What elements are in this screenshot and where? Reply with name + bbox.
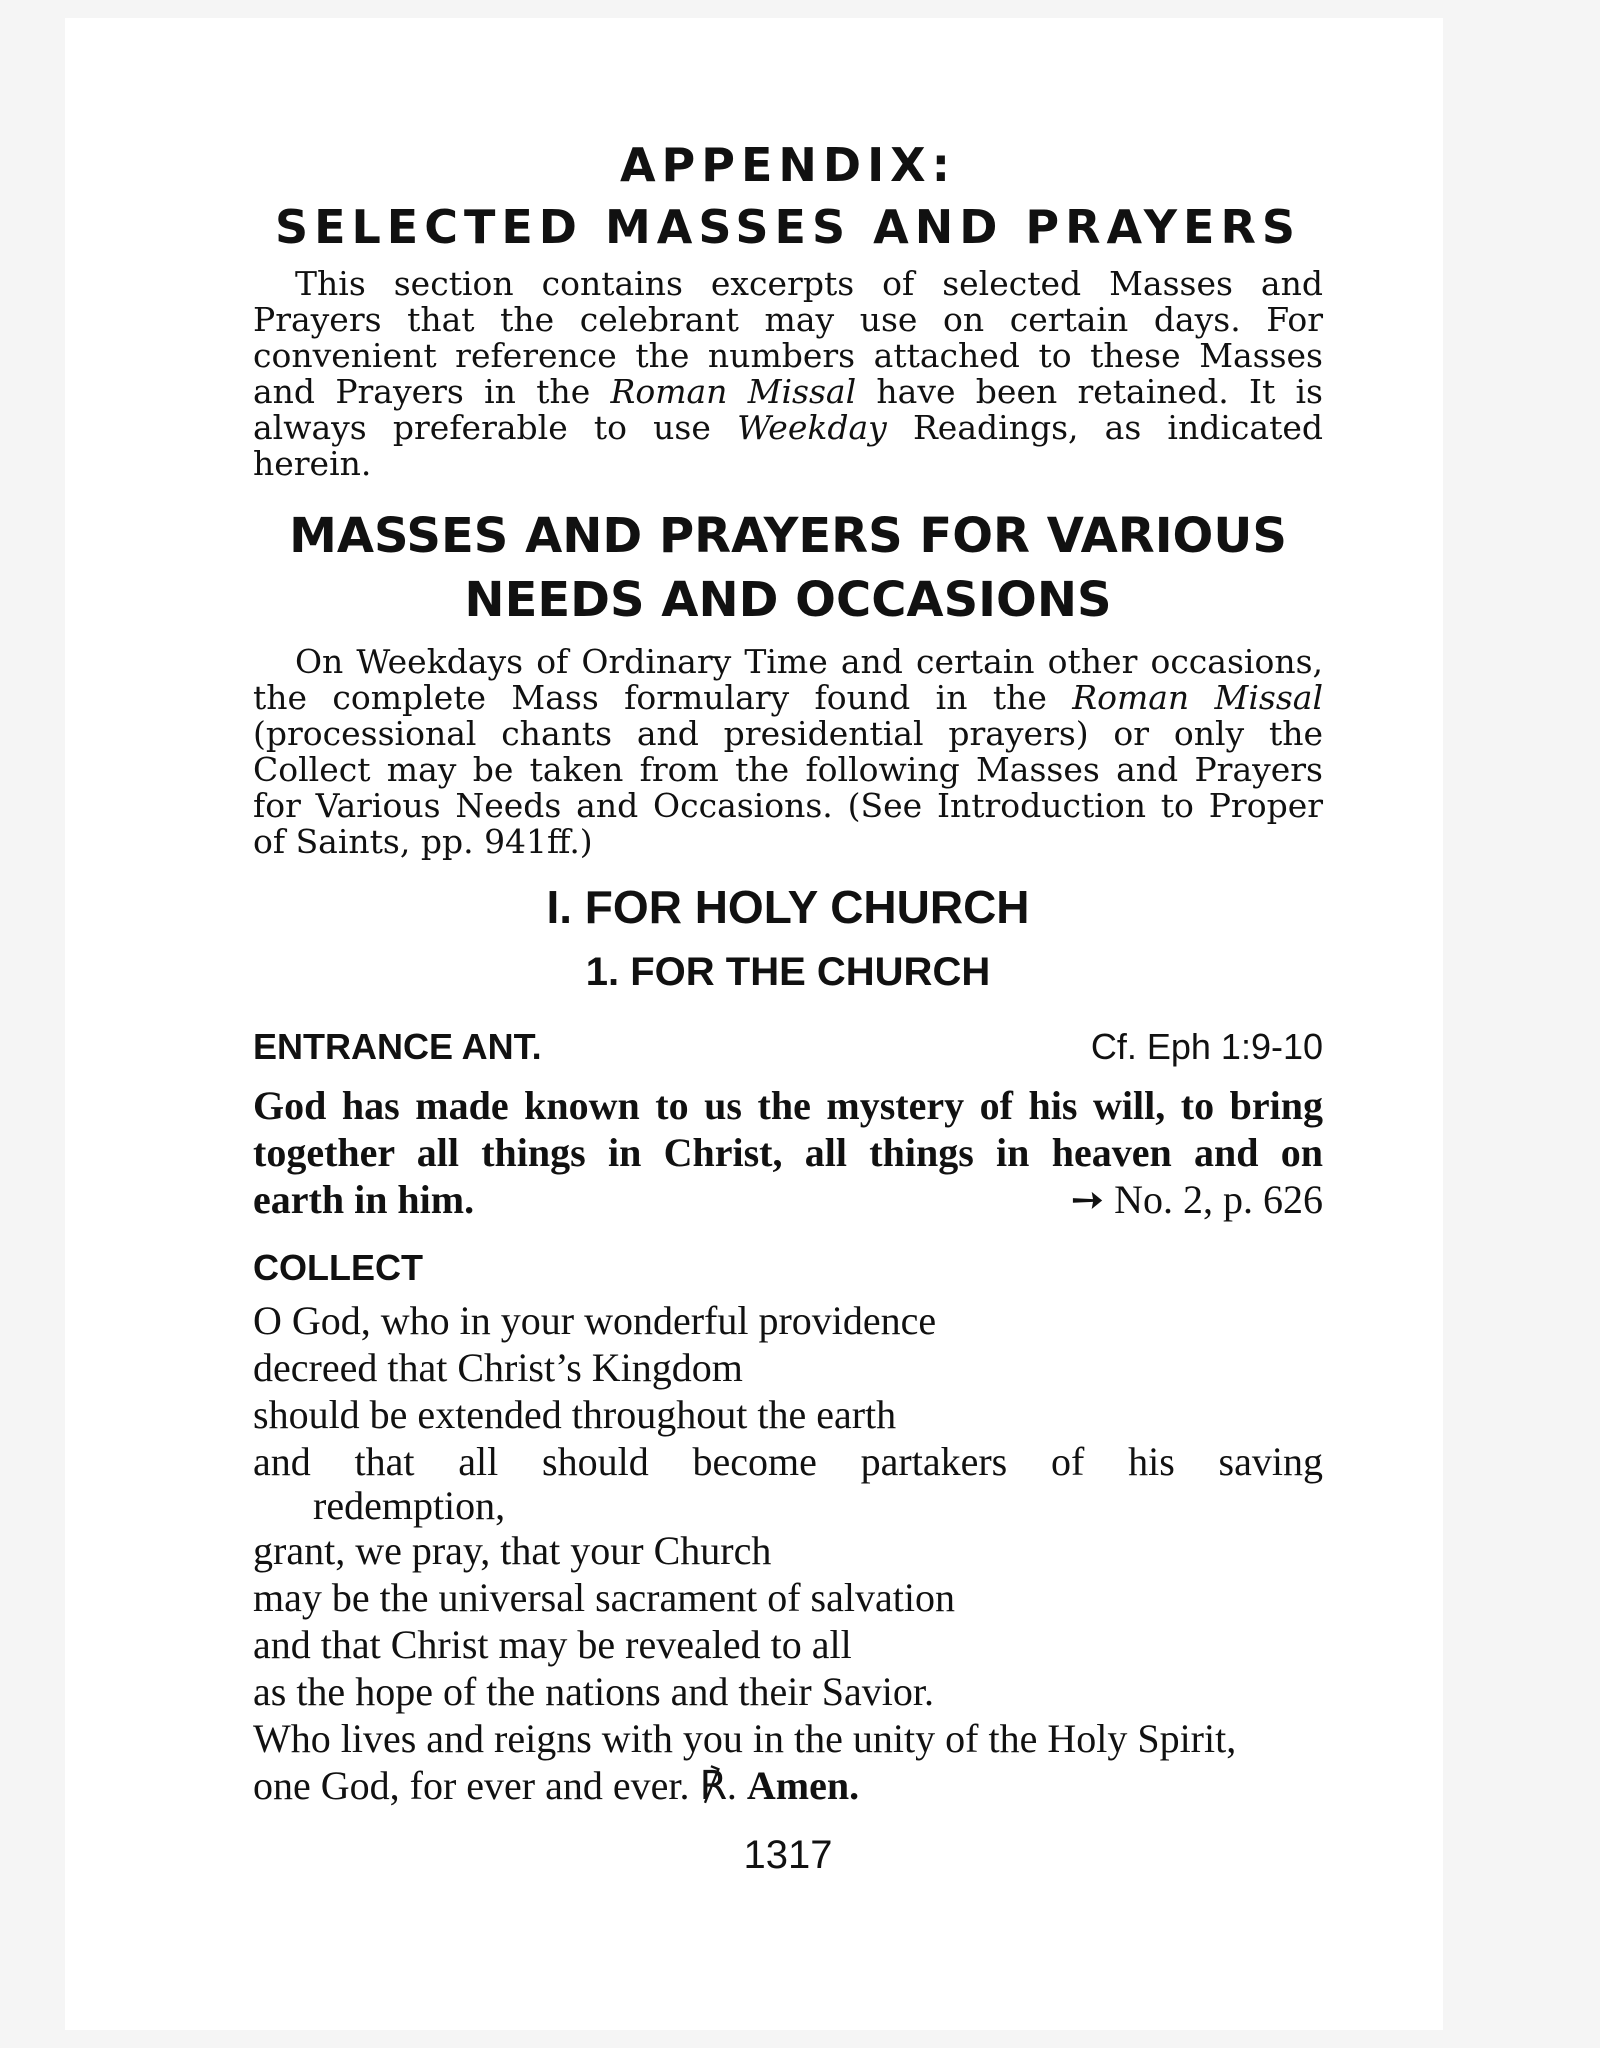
appendix-title: APPENDIX: xyxy=(619,138,957,192)
weekday-italic: Weekday xyxy=(737,408,887,447)
entrance-antiphon-label: ENTRANCE ANT. xyxy=(253,1026,542,1067)
document-page xyxy=(65,18,1443,2030)
intro-paragraph: This section contains excerpts of selected Masses and Prayers that the celebrant may use on certain days. For convenient reference the numbers attached to these Masses and Prayers in the Roman Missal have been retained. It is always preferable to use Weekday Readings, as indicated herein. xyxy=(253,264,1323,483)
amen-response: Amen. xyxy=(746,1763,860,1808)
scripture-citation: Cf. Eph 1:9-10 xyxy=(1090,1026,1323,1067)
page-content xyxy=(253,134,1323,1878)
page-number: 1317 xyxy=(743,1833,833,1877)
mass-title: 1. FOR THE CHURCH xyxy=(585,950,991,994)
section-title: MASSES AND PRAYERS FOR VARIOUS NEEDS AND OCCASIONS xyxy=(289,508,1287,628)
roman-missal-italic: Roman Missal xyxy=(1072,678,1323,717)
cross-reference: ➙ No. 2, p. 626 xyxy=(1070,1177,1323,1222)
roman-missal-italic: Roman Missal xyxy=(610,372,857,411)
prayer-line: Who lives and reigns with you in the unity of the Holy Spirit, xyxy=(253,1716,1237,1761)
entrance-antiphon-text: God has made known to us the mystery of his will, to bring together all things in Christ, all things in heaven and on earth in him. ➙ No. 2, p. 626 xyxy=(253,1083,1323,1222)
prayer-line: and that all should become partakers of his saving xyxy=(253,1439,1323,1484)
entrance-antiphon-heading xyxy=(253,1026,1323,1068)
prayer-line: and that Christ may be revealed to all xyxy=(253,1622,852,1667)
collect-label: COLLECT xyxy=(253,1247,423,1288)
prayer-line: should be extended throughout the earth xyxy=(253,1392,897,1437)
appendix-subtitle: SELECTED MASSES AND PRAYERS xyxy=(274,200,1302,254)
prayer-line: may be the universal sacrament of salvation xyxy=(253,1575,955,1620)
prayer-line: decreed that Christ’s Kingdom xyxy=(253,1345,743,1390)
prayer-line: as the hope of the nations and their Savior. xyxy=(253,1669,934,1714)
section-paragraph: On Weekdays of Ordinary Time and certain other occasions, the complete Mass formulary found in the Roman Missal (processional chants and presidential prayers) or only the Collect may be taken from the following Masses and Prayers for Various Needs and Occasions. (See Introduction to Proper of Saints, pp. 941ff.) xyxy=(253,642,1323,861)
prayer-line: grant, we pray, that your Church xyxy=(253,1528,772,1573)
collect-prayer xyxy=(253,1297,1323,1809)
prayer-line: one God, for ever and ever. ℟. Amen. xyxy=(253,1763,860,1808)
prayer-line: O God, who in your wonderful providence xyxy=(253,1298,937,1343)
prayer-line: redemption, xyxy=(313,1483,506,1528)
part-title: I. FOR HOLY CHURCH xyxy=(546,881,1030,933)
